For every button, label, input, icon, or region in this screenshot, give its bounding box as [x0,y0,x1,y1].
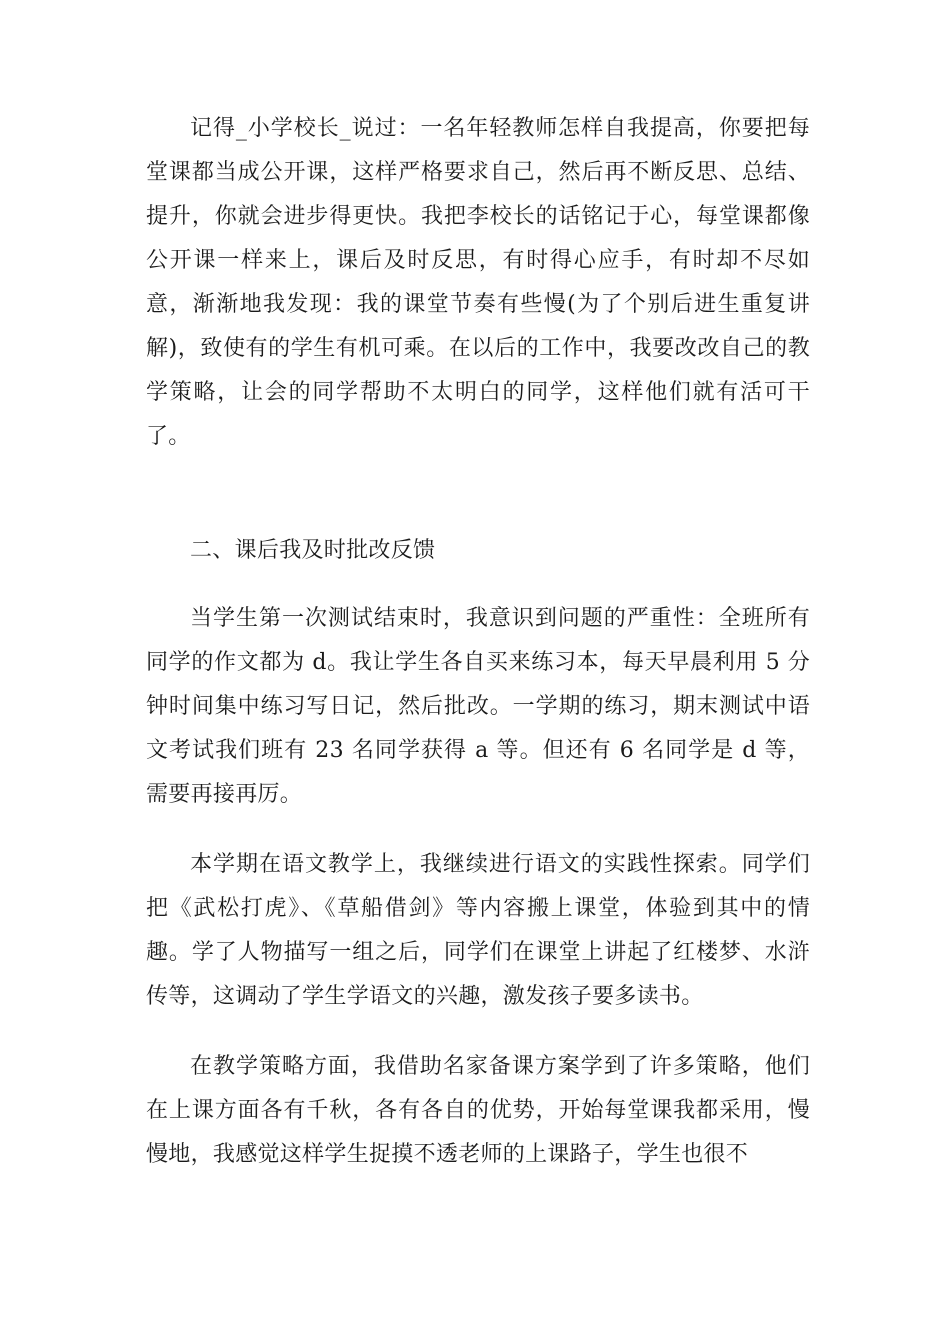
paragraph-chinese-practice: 本学期在语文教学上，我继续进行语文的实践性探索。同学们把《武松打虎》、《草船借剑》等内容搬上课堂，体验到其中的情趣。学了人物描写一组之后，同学们在课堂上讲起了红楼梦、水浒传等，这调动了学生学语文的兴趣，激发孩子要多读书。 [146,852,810,1009]
paragraph-principal-advice: 记得_小学校长_说过：一名年轻教师怎样自我提高，你要把每堂课都当成公开课，这样严格要求自己，然后再不断反思、总结、提升，你就会进步得更快。我把李校长的话铭记于心，每堂课都像公开课一样来上，课后及时反思，有时得心应手，有时却不尽如意，渐渐地我发现：我的课堂节奏有些慢(为了个别后进生重复讲解)，致使有的学生有机可乘。在以后的工作中，我要改改自己的教学策略，让会的同学帮助不太明白的同学，这样他们就有活可干了。 [146,116,810,449]
paragraph-first-test: 当学生第一次测试结束时，我意识到问题的严重性：全班所有同学的作文都为 d。我让学生各自买来练习本，每天早晨利用 5 分钟时间集中练习写日记，然后批改。一学期的练习，期末测试中语文考试我们班有 23 名同学获得 a 等。但还有 6 名同学是 d 等，需要再接再厉。 [146,606,810,807]
paragraph-teaching-strategy: 在教学策略方面，我借助名家备课方案学到了许多策略，他们在上课方面各有千秋，各有各自的优势，开始每堂课我都采用，慢慢地，我感觉这样学生捉摸不透老师的上课路子，学生也很不 [146,1054,810,1167]
section-heading-feedback: 二、课后我及时批改反馈 [190,538,436,563]
